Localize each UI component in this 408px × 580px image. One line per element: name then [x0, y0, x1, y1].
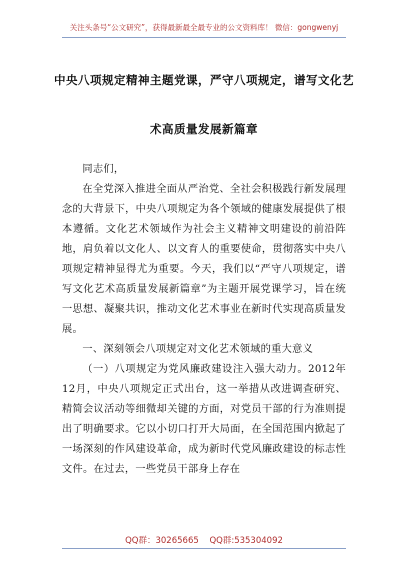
document-title-line1: 中央八项规定精神主题党课，严守八项规定，谱写文化艺: [54, 73, 354, 87]
salutation: 同志们，: [82, 164, 125, 175]
paragraph-intro: 在全党深入推进全面从严治党、全社会积极践行新发展理念的大背景下，中央八项规定为各个领域的健康发展提供了根本遵循。文化艺术领域作为社会主义精神文明建设的前沿阵地，肩负着以文化人、以文育人的重要使命，贯彻落实中央八项规定精神显得尤为重要。今天，我们以“严守八项规定，谱写文化艺术高质量发展新篇章”为主题开展党课学习，旨在统一思想、凝聚共识，推动文化艺术事业在新时代实现高质量发展。: [62, 184, 346, 335]
footer-divider: [62, 548, 346, 549]
footer-qq-group-1: QQ群：30265665: [125, 536, 199, 546]
document-body: [62, 160, 346, 480]
footer-contacts: [0, 534, 408, 546]
paragraph-subsection: （一）八项规定为党风廉政建设注入强大动力。2012年12月，中央八项规定正式出台，这一举措从改进调查研究、精简会议活动等细微却关键的方面，对党员干部的行为准则提出了明确要求。它以小切口打开大局面，在全国范围内掀起了一场深刻的作风建设革命，成为新时代党风廉政建设的标志性文件。在过去，一些党员干部身上存在: [62, 364, 346, 475]
document-title-line2: 术高质量发展新篇章: [150, 122, 258, 136]
header-note: 关注头条号“公文研究”，获得最新最全最专业的公文资料库！ 微信：gongwenyj: [69, 23, 339, 32]
section-heading: 一、深刻领会八项规定对文化艺术领域的重大意义: [82, 344, 314, 355]
header-divider: [62, 37, 346, 38]
footer-qq-group-2: QQ群:535304092: [209, 536, 283, 546]
